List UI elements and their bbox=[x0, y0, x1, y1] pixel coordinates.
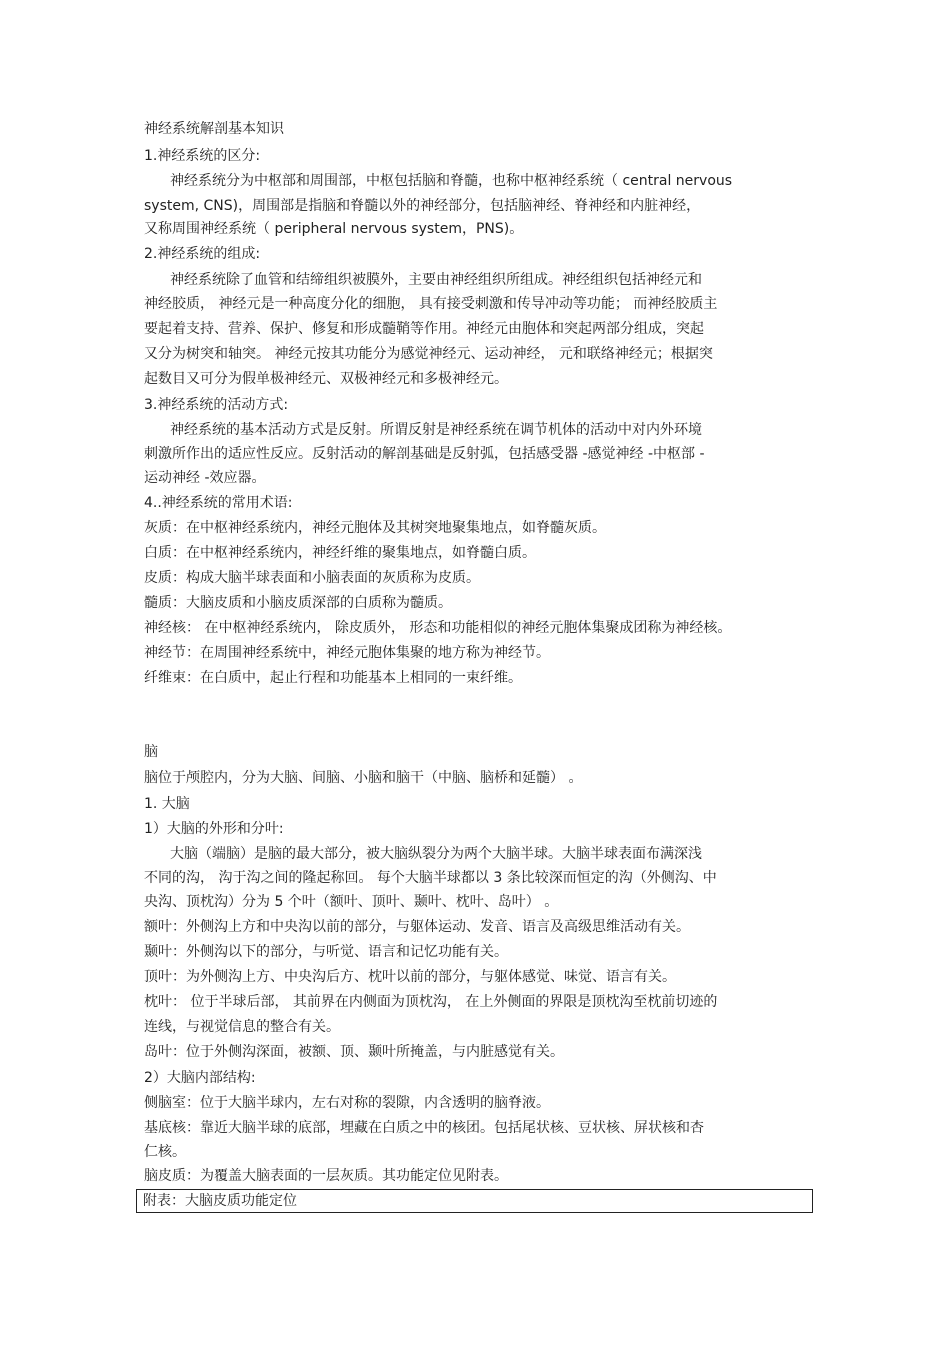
term-definition: 神经节：在周围神经系统中，神经元胞体集聚的地方称为神经节。 bbox=[144, 645, 550, 661]
lobe-description: 颞叶：外侧沟以下的部分，与听觉、语言和记忆功能有关。 bbox=[144, 944, 508, 960]
lobe-description: 额叶：外侧沟上方和中央沟以前的部分，与躯体运动、发音、语言及高级思维活动有关。 bbox=[144, 919, 690, 935]
lobe-description: 岛叶：位于外侧沟深面，被额、顶、颞叶所掩盖，与内脏感觉有关。 bbox=[144, 1044, 564, 1060]
structure-description: 侧脑室：位于大脑半球内，左右对称的裂隙，内含透明的脑脊液。 bbox=[144, 1095, 550, 1111]
paragraph-line: 央沟、顶枕沟）分为 5 个叶（额叶、顶叶、颞叶、枕叶、岛叶） 。 bbox=[144, 894, 559, 910]
lobe-description: 连线，与视觉信息的整合有关。 bbox=[144, 1019, 340, 1035]
lobe-description: 顶叶：为外侧沟上方、中央沟后方、枕叶以前的部分，与躯体感觉、味觉、语言有关。 bbox=[144, 969, 676, 985]
paragraph-line: 大脑（端脑）是脑的最大部分，被大脑纵裂分为两个大脑半球。大脑半球表面布满深浅 bbox=[170, 846, 702, 862]
function-table bbox=[136, 1189, 813, 1213]
paragraph-line: 神经系统除了血管和结缔组织被膜外，主要由神经组织所组成。神经组织包括神经元和 bbox=[170, 272, 702, 288]
term-definition: 白质：在中枢神经系统内，神经纤维的聚集地点，如脊髓白质。 bbox=[144, 545, 536, 561]
document-title: 神经系统解剖基本知识 bbox=[144, 121, 284, 137]
section-heading-4: 4..神经系统的常用术语: bbox=[144, 495, 293, 511]
subsection-heading: 2）大脑内部结构: bbox=[144, 1070, 256, 1086]
section-heading-2: 2.神经系统的组成: bbox=[144, 246, 261, 262]
section-heading-3: 3.神经系统的活动方式: bbox=[144, 397, 289, 413]
paragraph-line: 神经系统分为中枢部和周围部，中枢包括脑和脊髓，也称中枢神经系统（ central nervous bbox=[170, 173, 733, 189]
term-definition: 皮质：构成大脑半球表面和小脑表面的灰质称为皮质。 bbox=[144, 570, 480, 586]
paragraph-line: 刺激所作出的适应性反应。反射活动的解剖基础是反射弧，包括感受器 -感觉神经 -中枢部 - bbox=[144, 446, 705, 462]
paragraph-line: 神经胶质， 神经元是一种高度分化的细胞， 具有接受刺激和传导冲动等功能； 而神经胶质主 bbox=[144, 296, 718, 312]
term-definition: 纤维束：在白质中，起止行程和功能基本上相同的一束纤维。 bbox=[144, 670, 522, 686]
paragraph-line: 神经系统的基本活动方式是反射。所谓反射是神经系统在调节机体的活动中对内外环境 bbox=[170, 422, 702, 438]
lobe-description: 枕叶： 位于半球后部， 其前界在内侧面为顶枕沟， 在上外侧面的界限是顶枕沟至枕前切迹的 bbox=[144, 994, 718, 1010]
term-definition: 髓质：大脑皮质和小脑皮质深部的白质称为髓质。 bbox=[144, 595, 452, 611]
paragraph-line: 不同的沟， 沟于沟之间的隆起称回。 每个大脑半球都以 3 条比较深而恒定的沟（外侧沟、中 bbox=[144, 870, 717, 886]
structure-description: 仁核。 bbox=[144, 1144, 186, 1160]
term-definition: 神经核： 在中枢神经系统内， 除皮质外， 形态和功能相似的神经元胞体集聚成团称为神经核。 bbox=[144, 620, 732, 636]
paragraph-line: 又分为树突和轴突。 神经元按其功能分为感觉神经元、运动神经， 元和联络神经元；根据突 bbox=[144, 346, 713, 362]
section-heading-1: 1.神经系统的区分: bbox=[144, 148, 261, 164]
term-definition: 灰质：在中枢神经系统内，神经元胞体及其树突地聚集地点，如脊髓灰质。 bbox=[144, 520, 606, 536]
brain-intro: 脑位于颅腔内，分为大脑、间脑、小脑和脑干（中脑、脑桥和延髓） 。 bbox=[144, 770, 583, 786]
subsection-heading: 1. 大脑 bbox=[144, 796, 190, 812]
subsection-heading: 1）大脑的外形和分叶: bbox=[144, 821, 284, 837]
paragraph-line: system, CNS)，周围部是指脑和脊髓以外的神经部分，包括脑神经、脊神经和内脏神经， bbox=[144, 198, 701, 214]
table-caption: 附表：大脑皮质功能定位 bbox=[143, 1193, 297, 1209]
brain-heading: 脑 bbox=[144, 744, 158, 760]
paragraph-line: 又称周围神经系统（ peripheral nervous system，PNS)。 bbox=[144, 221, 524, 237]
structure-description: 脑皮质：为覆盖大脑表面的一层灰质。其功能定位见附表。 bbox=[144, 1168, 508, 1184]
structure-description: 基底核：靠近大脑半球的底部，埋藏在白质之中的核团。包括尾状核、豆状核、屏状核和杏 bbox=[144, 1120, 704, 1136]
paragraph-line: 起数目又可分为假单极神经元、双极神经元和多极神经元。 bbox=[144, 371, 508, 387]
paragraph-line: 运动神经 -效应器。 bbox=[144, 470, 266, 486]
paragraph-line: 要起着支持、营养、保护、修复和形成髓鞘等作用。神经元由胞体和突起两部分组成，突起 bbox=[144, 321, 704, 337]
